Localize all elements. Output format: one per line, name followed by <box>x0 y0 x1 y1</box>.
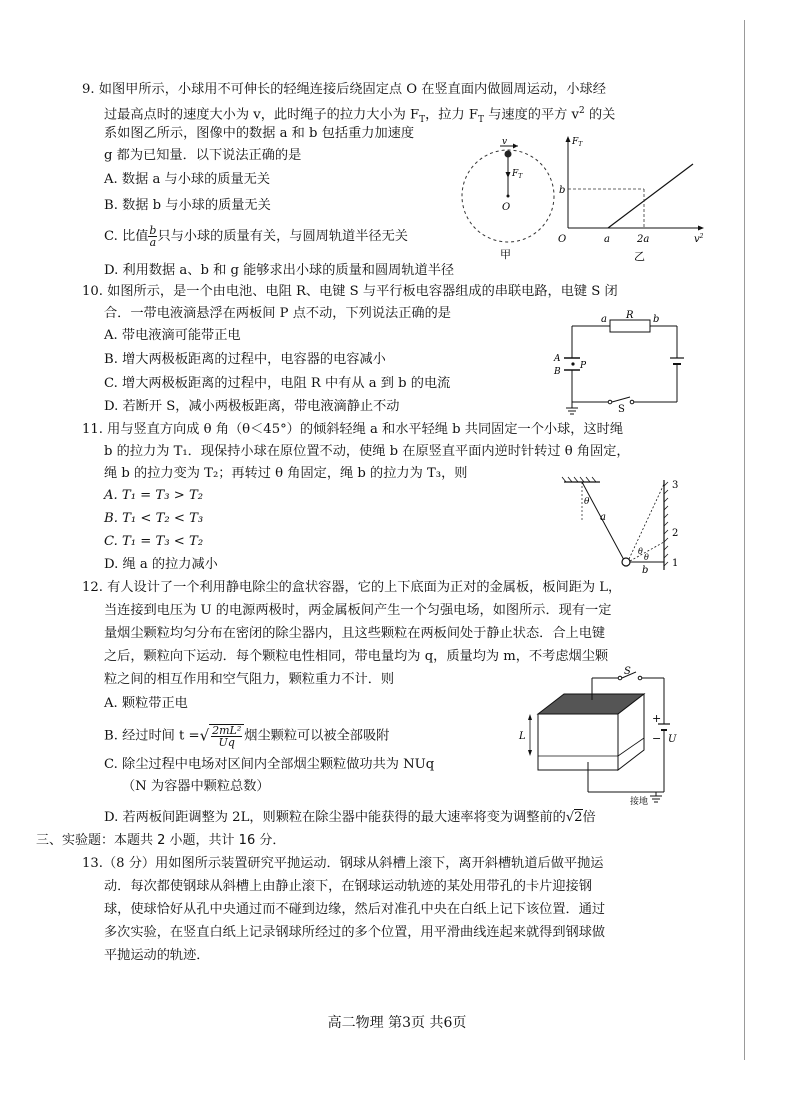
label-yi: 乙 <box>634 250 645 263</box>
switch-left <box>618 676 622 680</box>
q11-figure <box>558 476 688 574</box>
q9-option-d: D. 利用数据 a、b 和 g 能够求出小球的质量和圆周轨道半径 <box>104 263 455 278</box>
label-minus: − <box>652 732 662 745</box>
droplet-p <box>571 362 574 365</box>
q9-option-a: A. 数据 a 与小球的质量无关 <box>104 172 271 187</box>
label-origin: O <box>558 234 567 245</box>
label-a: a <box>600 512 606 523</box>
q10-line2: 合．一带电液滴悬浮在两板间 P 点不动，下列说法正确的是 <box>104 306 451 321</box>
label-v2: $v^2$ <box>694 233 704 245</box>
dimension-l-top <box>528 714 532 720</box>
label-jia: 甲 <box>500 248 511 261</box>
label-p: P <box>580 361 587 371</box>
label-ground: 接地 <box>630 797 649 807</box>
label-b: b <box>559 185 566 196</box>
switch-contact-left <box>608 400 612 404</box>
x-axis-arrow <box>698 226 704 231</box>
label-theta2: θ <box>638 547 643 556</box>
box-front <box>538 714 618 770</box>
q12-line4: 之后，颗粒向下运动．每个颗粒电性相同，带电量均为 q，质量均为 m，不考虑烟尘颗 <box>104 649 609 664</box>
q10-option-d: D. 若断开 S，减小两极板距离，带电液滴静止不动 <box>104 399 400 414</box>
label-3: 3 <box>672 480 679 491</box>
resistor <box>610 320 650 332</box>
page-edge-line <box>744 20 745 1060</box>
q12-option-d: D. 若两板间距调整为 2L，则颗粒在除尘器中能获得的最大速率将变为调整前的√2倍 <box>104 810 596 825</box>
label-s: S <box>618 404 625 415</box>
section-3-title: 三、实验题：本题共 2 小题，共计 16 分． <box>36 833 286 848</box>
q9-line3: 系如图乙所示，图像中的数据 a 和 b 包括重力加速度 <box>104 126 415 141</box>
label-1: 1 <box>672 558 679 569</box>
q11-line1: 11. 用与竖直方向成 θ 角（θ＜45°）的倾斜轻绳 a 和水平轻绳 b 共同固定一个小球，这时绳 <box>82 422 624 437</box>
q12-dust-collector-figure <box>518 666 678 808</box>
label-v: v <box>502 137 508 147</box>
q10-option-b: B. 增大两极板距离的过程中，电容器的电容减小 <box>104 352 386 367</box>
q12-option-a: A. 颗粒带正电 <box>104 696 188 711</box>
dimension-l-bottom <box>528 750 532 756</box>
q9-figure <box>458 136 708 266</box>
label-2a: 2a <box>637 234 650 245</box>
rope-b-pos3 <box>629 484 664 559</box>
q13-line2: 动．每次都使钢球从斜槽上由静止滚下，在钢球运动轨迹的某处用带孔的卡片迎接钢 <box>104 879 592 894</box>
q11-option-d: D. 绳 a 的拉力减小 <box>104 557 218 572</box>
label-plus: + <box>652 712 662 725</box>
axis-label-ft: $F_T$ <box>572 137 583 148</box>
center-point <box>507 195 510 198</box>
q10-line1: 10. 如图所示，是一个由电池、电阻 R、电键 S 与平行板电容器组成的串联电路，电键 S 闭 <box>82 284 618 299</box>
q10-circuit-figure <box>552 308 692 418</box>
q12-option-c-line2: （N 为容器中颗粒总数） <box>122 779 270 794</box>
switch-contact-right <box>630 400 634 404</box>
label-a: a <box>601 314 607 325</box>
page-footer: 高二物理 第3页 共6页 <box>327 1015 467 1031</box>
ball <box>622 558 630 566</box>
q13-line3: 球，使球恰好从孔中央通过而不碰到边缘，然后对准孔中央在白纸上记下该位置．通过 <box>104 902 606 917</box>
q12-option-b: B. 经过时间 t =√ $\frac{\text{2mL²}}{Uq}$ 烟尘颗粒可以被全部吸附 <box>104 724 390 749</box>
graph-line <box>608 164 693 228</box>
ball <box>505 151 512 158</box>
tension-arrowhead <box>506 172 511 178</box>
label-theta3: θ <box>644 553 649 562</box>
label-theta: θ <box>584 497 590 507</box>
q11-line3: 绳 b 的拉力变为 T₂；再转过 θ 角固定，绳 b 的拉力为 T₃，则 <box>104 466 468 481</box>
switch-lever <box>612 397 630 402</box>
q11-option-a: A. T₁ = T₃ > T₂ <box>104 488 204 503</box>
q11-line2: b 的拉力为 T₁．现保持小球在原位置不动，使绳 b 在原竖直平面内逆时针转过 θ 角固定， <box>104 444 630 459</box>
q10-option-a: A. 带电液滴可能带正电 <box>104 328 241 343</box>
q9-option-b: B. 数据 b 与小球的质量无关 <box>104 198 271 213</box>
q9-option-c: C. 比值 $\frac{b}{a}$ 只与小球的质量有关，与圆周轨道半径无关 <box>104 224 408 249</box>
q12-line1: 12. 有人设计了一个利用静电除尘的盒状容器，它的上下底面为正对的金属板，板间距为 L， <box>82 580 622 595</box>
label-ft: $F_T$ <box>512 169 523 180</box>
q9-line1: 9. 如图甲所示，小球用不可伸长的轻绳连接后绕固定点 O 在竖直面内做圆周运动，小球经 <box>82 82 606 97</box>
label-r: R <box>626 310 634 321</box>
q12-option-c-line1: C. 除尘过程中电场对区间内全部烟尘颗粒做功共为 NUq <box>104 757 435 772</box>
label-u: U <box>668 734 677 745</box>
switch-right <box>638 676 642 680</box>
label-b: b <box>653 314 660 325</box>
ceiling-hatch <box>562 477 596 482</box>
q12-line3: 量烟尘颗粒均匀分布在密闭的除尘器内，且这些颗粒在两板间处于静止状态．合上电键 <box>104 626 606 641</box>
label-o: O <box>502 202 511 213</box>
label-s: S <box>624 666 631 677</box>
q13-line4: 多次实验，在竖直白纸上记录钢球所经过的多个位置，用平滑曲线连起来就得到钢球做 <box>104 925 606 940</box>
q9-line2: 过最高点时的速度大小为 v，此时绳子的拉力大小为 $F_T$，拉力 $F_T$ 与速度的平方 $v^2$ 的关 <box>104 106 616 126</box>
label-a: a <box>604 234 610 245</box>
velocity-arrowhead <box>513 144 518 149</box>
q11-option-b: B. T₁ < T₂ < T₃ <box>104 511 204 526</box>
label-plate-a: A <box>554 354 561 364</box>
q12-line2: 当连接到电压为 U 的电源两极时，两金属板间产生一个匀强电场，如图所示．现有一定 <box>104 603 612 618</box>
q12-line5: 粒之间的相互作用和空气阻力，颗粒重力不计．则 <box>104 672 395 687</box>
q11-option-c: C. T₁ = T₃ < T₂ <box>104 534 204 549</box>
q13-line5: 平抛运动的轨迹． <box>104 948 210 963</box>
label-plate-b: B <box>554 367 561 377</box>
q9-line4: g 都为已知量．以下说法正确的是 <box>104 148 302 163</box>
q13-line1: 13.（8 分）用如图所示装置研究平抛运动．钢球从斜槽上滚下，离开斜槽轨道后做平抛运 <box>82 856 604 871</box>
y-axis-arrow <box>566 136 571 142</box>
label-2: 2 <box>672 528 679 539</box>
label-l: L <box>519 731 526 742</box>
q10-option-c: C. 增大两极板距离的过程中，电阻 R 中有从 a 到 b 的电流 <box>104 376 451 391</box>
label-b: b <box>642 565 649 574</box>
